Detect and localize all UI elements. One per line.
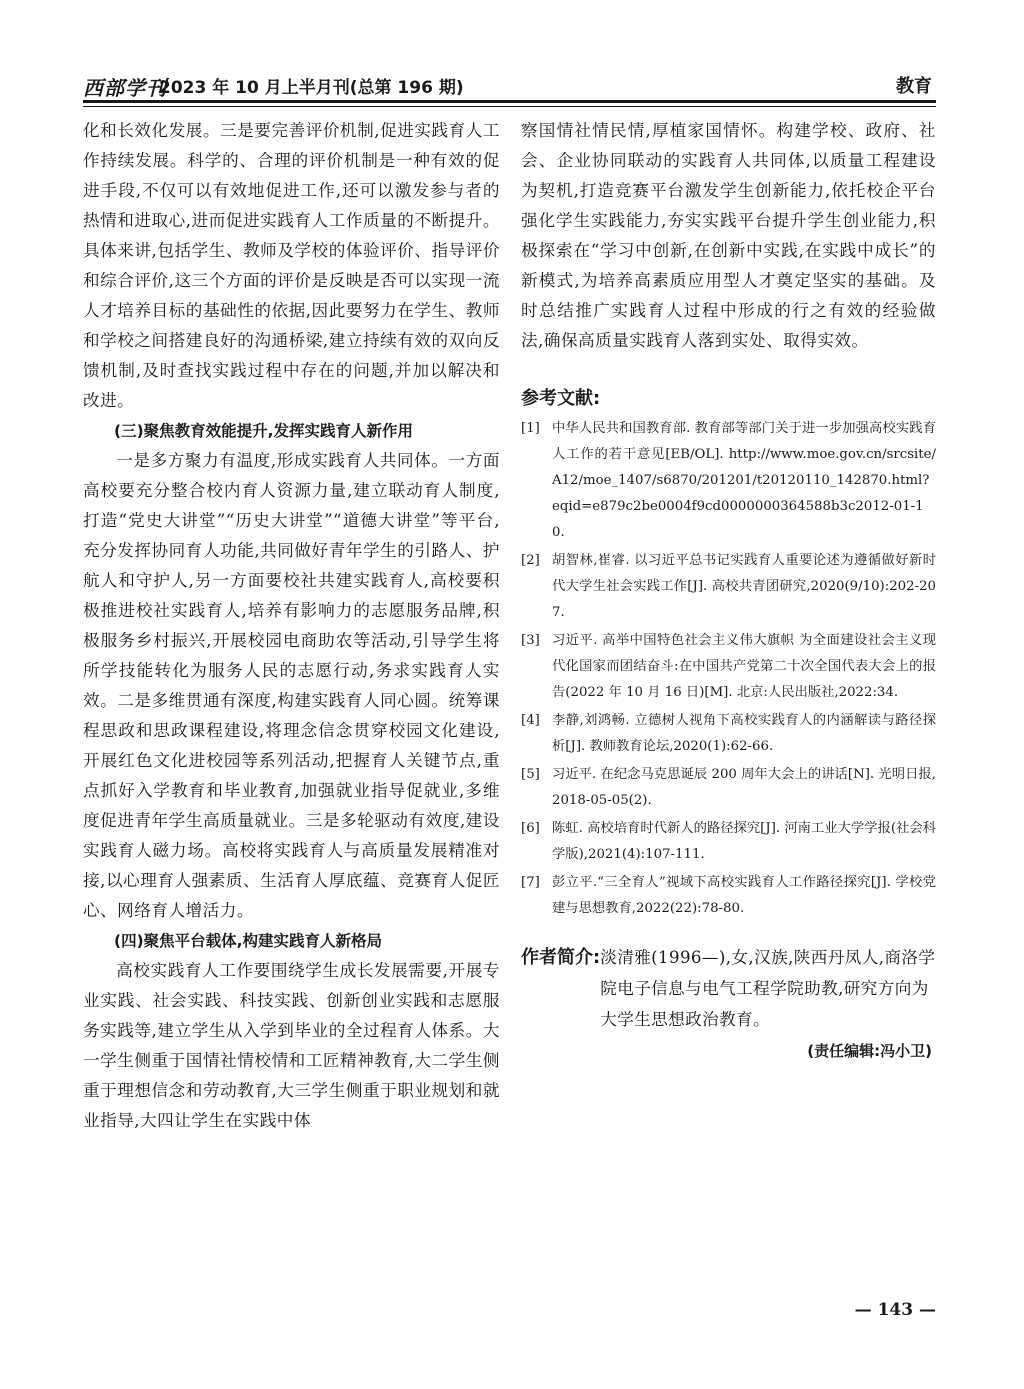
header-rule-thick [83, 100, 936, 103]
reference-item [521, 708, 936, 760]
reference-number: [7] [521, 875, 540, 890]
section-name: 教育 [896, 76, 932, 97]
references-list [521, 416, 936, 922]
page-header [83, 70, 936, 104]
journal-logo: 西部学刊 [83, 76, 167, 100]
body-paragraph: 一是多方聚力有温度,形成实践育人共同体。一方面高校要充分整合校内育人资源力量,建立联动育人制度,打造“党史大讲堂”“历史大讲堂”“道德大讲堂”等平台,充分发挥协同育人功能,共同做好青年学生的引路人、护航人和守护人,另一方面要校社共建实践育人,高校要积极推进校社实践育人,培养有影响力的志愿服务品牌,积极服务乡村振兴,开展校园电商助农等活动,引导学生将所学技能转化为服务人民的志愿行动,务求实践育人实效。二是多维贯通有深度,构建实践育人同心圆。统筹课程思政和思政课程建设,将理念信念贯穿校园文化建设,开展红色文化进校园等系列活动,把握育人关键节点,重点抓好入学教育和毕业教育,加强就业指导促就业,多维度促进青年学生高质量就业。三是多轮驱动有效度,建设实践育人磁力场。高校将实践育人与高质量发展精准对接,以心理育人强素质、生活育人厚底蕴、竞赛育人促匠心、网络育人增活力。 [83, 451, 500, 920]
reference-text: 李静,刘鸿畅. 立德树人视角下高校实践育人的内涵解读与路径探析[J]. 教师教育论坛,2020(1):62-66. [552, 713, 936, 754]
reference-item [521, 628, 936, 706]
references-title: 参考文献: [521, 388, 601, 409]
reference-item [521, 416, 936, 546]
reference-text: 陈虹. 高校培育时代新人的路径探究[J]. 河南工业大学学报(社会科学版),2021(4):107-111. [552, 821, 936, 862]
reference-number: [1] [521, 421, 540, 436]
reference-text: 习近平. 在纪念马克思诞辰 200 周年大会上的讲话[N]. 光明日报,2018-05-05(2). [552, 767, 936, 808]
author-bio [521, 942, 936, 1035]
page-number: — 143 — [854, 1300, 936, 1320]
reference-text: 习近平. 高举中国特色社会主义伟大旗帜 为全面建设社会主义现代化国家而团结奋斗:在中国共产党第二十次全国代表大会上的报告(2022 年 10 月 16 日)[M]. 北京:人民出版社,2022:34. [552, 633, 936, 700]
reference-number: [2] [521, 553, 540, 568]
issue-info: 2023 年 10 月上半月刊(总第 196 期) [159, 78, 464, 98]
author-bio-text: 淡清雅(1996—),女,汉族,陕西丹凤人,商洛学院电子信息与电气工程学院助教,研究方向为大学生思想政治教育。 [600, 948, 936, 1029]
body-paragraph: 察国情社情民情,厚植家国情怀。构建学校、政府、社会、企业协同联动的实践育人共同体,以质量工程建设为契机,打造竞赛平台激发学生创新能力,依托校企平台强化学生实践能力,夯实实践平台提升学生创业能力,积极探索在“学习中创新,在创新中实践,在实践中成长”的新模式,为培养高素质应用型人才奠定坚实的基础。及时总结推广实践育人过程中形成的行之有效的经验做法,确保高质量实践育人落到实处、取得实效。 [521, 121, 936, 350]
reference-text: 中华人民共和国教育部. 教育部等部门关于进一步加强高校实践育人工作的若干意见[EB/OL]. http://www.moe.gov.cn/srcsite/A12/moe_1407/s6870/201201/t20120110_142870.html? eqid=e879c2be0004f9cd0000000364588b3c2012-01-10. [552, 421, 936, 540]
body-paragraph: 化和长效化发展。三是要完善评价机制,促进实践育人工作持续发展。科学的、合理的评价机制是一种有效的促进手段,不仅可以有效地促进工作,还可以激发参与者的热情和进取心,进而促进实践育人工作质量的不断提升。具体来讲,包括学生、教师及学校的体验评价、指导评价和综合评价,这三个方面的评价是反映是否可以实现一流人才培养目标的基础性的依据,因此要努力在学生、教师和学校之间搭建良好的沟通桥梁,建立持续有效的双向反馈机制,及时查找实践过程中存在的问题,并加以解决和改进。 [83, 121, 500, 410]
header-rule-thin [83, 106, 936, 107]
reference-text: 胡智林,崔睿. 以习近平总书记实践育人重要论述为遵循做好新时代大学生社会实践工作[J]. 高校共青团研究,2020(9/10):202-207. [552, 553, 936, 620]
body-paragraph: 高校实践育人工作要围绕学生成长发展需要,开展专业实践、社会实践、科技实践、创新创业实践和志愿服务实践等,建立学生从入学到毕业的全过程育人体系。大一学生侧重于国情社情校情和工匠精神教育,大二学生侧重于理想信念和劳动教育,大三学生侧重于职业规划和就业指导,大四让学生在实践中体 [83, 961, 500, 1130]
author-bio-label: 作者简介: [521, 947, 601, 968]
section-heading: (三)聚焦教育效能提升,发挥实践育人新作用 [114, 422, 414, 440]
responsible-editor: (责任编辑:冯小卫) [807, 1042, 932, 1060]
section-heading: (四)聚焦平台载体,构建实践育人新格局 [114, 932, 383, 950]
reference-item [521, 548, 936, 626]
reference-item [521, 762, 936, 814]
reference-item [521, 816, 936, 868]
reference-text: 彭立平.“三全育人”视域下高校实践育人工作路径探究[J]. 学校党建与思想教育,2022(22):78-80. [552, 875, 936, 916]
reference-number: [6] [521, 821, 540, 836]
reference-number: [4] [521, 713, 540, 728]
reference-number: [5] [521, 767, 540, 782]
right-column [521, 116, 936, 1066]
reference-number: [3] [521, 633, 540, 648]
reference-item [521, 870, 936, 922]
left-column [83, 116, 500, 1136]
